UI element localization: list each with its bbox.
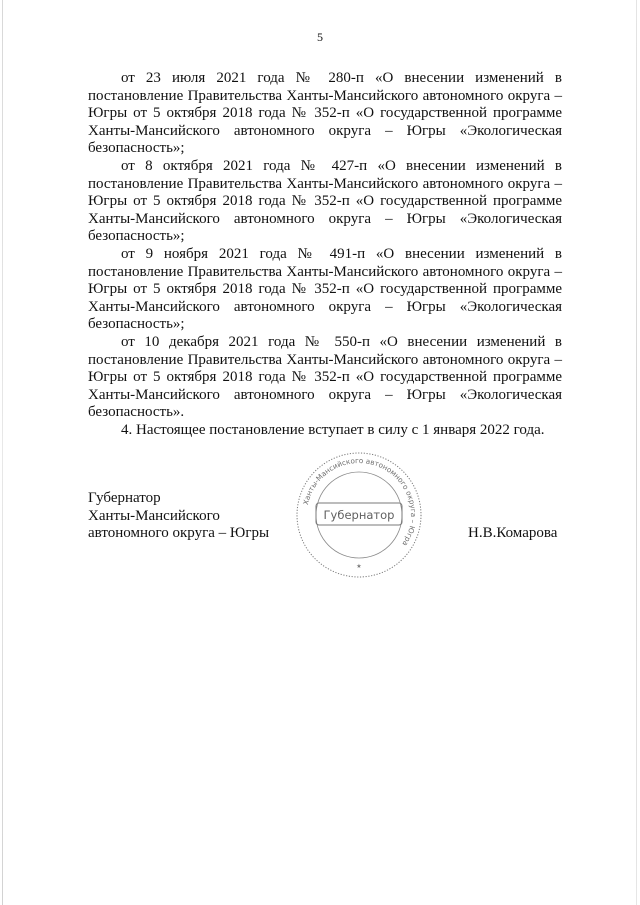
paragraph-amendment-427: от 8 октября 2021 года № 427-п «О внесении изменений в постановление Правительства Ханты-Мансийского автономного округа – Югры от 5 октября 2018 года № 352-п «О государственной программе Ханты-Мансийского автономного округа – Югры «Экологическая безопасность»; (88, 157, 562, 245)
seal-center-text: Губернатор (323, 508, 395, 522)
paragraph-amendment-280: от 23 июля 2021 года № 280-п «О внесении изменений в постановление Правительства Ханты-Мансийского автономного округа – Югры от 5 октября 2018 года № 352-п «О государственной программе Ханты-Мансийского автономного округа – Югры «Экологическая безопасность»; (88, 70, 562, 157)
signatory-title-line: Губернатор (88, 490, 161, 506)
paragraph-amendment-550: от 10 декабря 2021 года № 550-п «О внесении изменений в постановление Правительства Ханты-Мансийского автономного округа – Югры от 5 октября 2018 года № 352-п «О государственной программе Ханты-Мансийского автономного округа – Югры «Экологическая безопасность». (88, 333, 562, 421)
signatory-title-line: автономного округа – Югры (88, 525, 270, 542)
official-seal (294, 450, 424, 580)
seal-star-icon: ★ (356, 563, 362, 570)
paragraph-amendment-491: от 9 ноября 2021 года № 491-п «О внесении изменений в постановление Правительства Ханты-Мансийского автономного округа – Югры от 5 октября 2018 года № 352-п «О государственной программе Ханты-Мансийского автономного округа – Югры «Экологическая безопасность»; (88, 245, 562, 333)
signatory-title-line: Ханты-Мансийского (88, 507, 220, 524)
signatory-name: Н.В.Комарова (468, 525, 558, 541)
body-text (88, 70, 562, 439)
paragraph-effective-date: 4. Настоящее постановление вступает в силу с 1 января 2022 года. (121, 421, 545, 438)
signatory-title (88, 490, 269, 543)
scan-edge-left (2, 0, 3, 905)
scan-edge-right (636, 0, 637, 905)
seal-ring-text: Ханты-Мансийского автономного округа – Югра (301, 455, 419, 548)
page-number: 5 (317, 30, 323, 44)
